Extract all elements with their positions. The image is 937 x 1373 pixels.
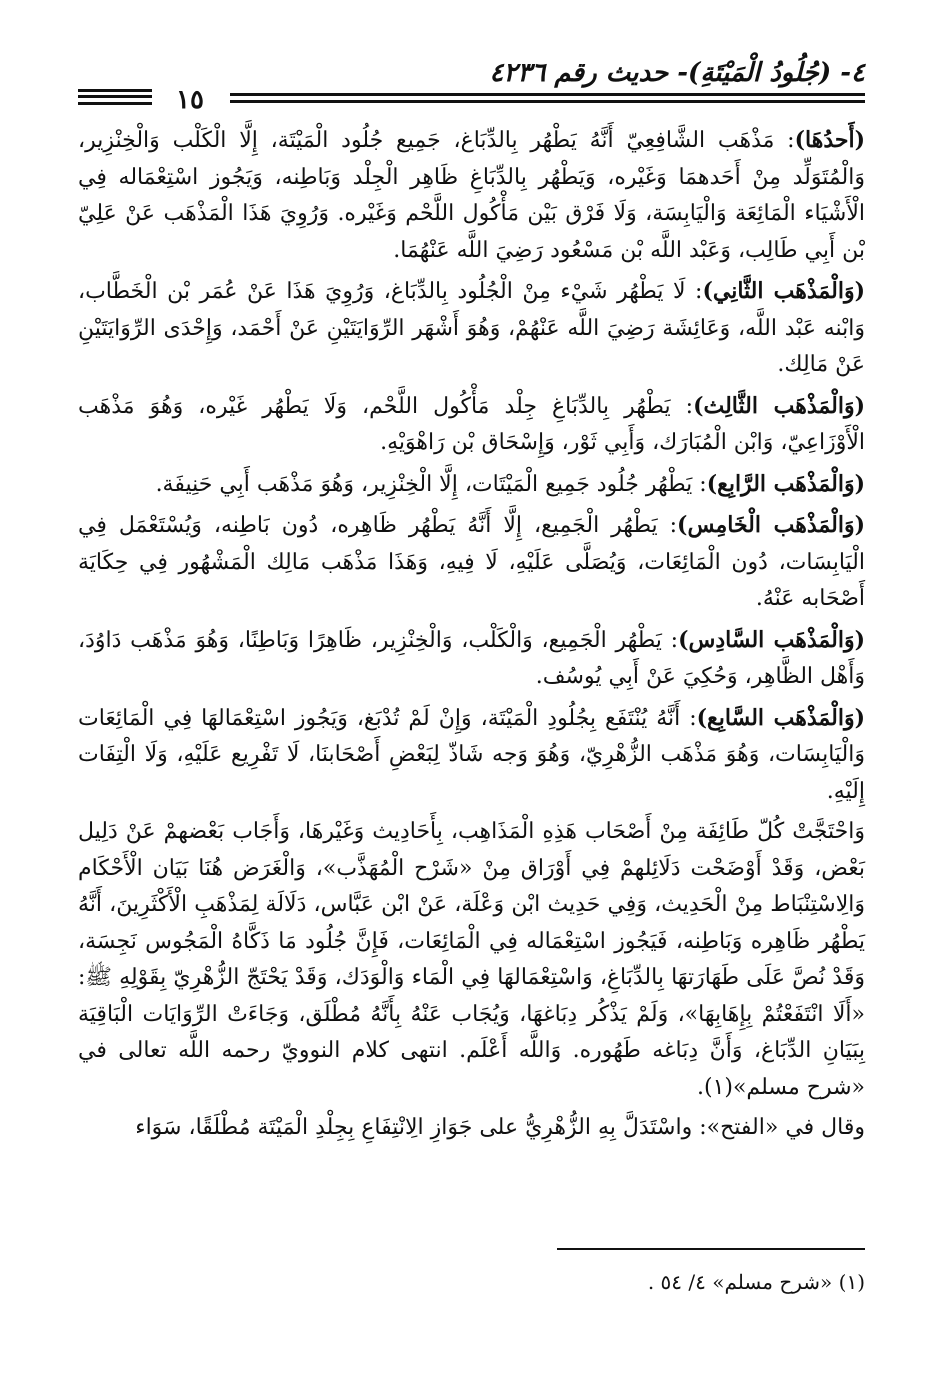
- paragraph: [78, 507, 865, 618]
- paragraph-text: : يَطْهُر جُلُود جَمِيع الْمَيْتَات، إِلَّا الْخِنْزِير، وَهُوَ مَذْهَب أَبِي حَنِيفَة.: [155, 471, 707, 497]
- footnote-divider: [557, 1248, 865, 1250]
- paragraph-text: وقال في «الفتح»: واسْتَدَلَّ بِهِ الزُّهْرِيُّ على جَوَازِ الِانْتِفَاعِ بِجِلْدِ الْمَيْتَة مُطْلَقًا، سَوَاء: [135, 1115, 865, 1140]
- paragraph-label: (وَالْمَذْهَب الثَّانِي): [702, 278, 865, 304]
- paragraph-label: (وَالْمَذْهَب الثَّالِث): [693, 392, 865, 419]
- main-text: [78, 122, 865, 1151]
- paragraph: [78, 814, 865, 1106]
- page-header: [78, 58, 865, 115]
- paragraph: [78, 1110, 865, 1147]
- paragraph: [78, 622, 865, 696]
- paragraph: [78, 700, 865, 811]
- paragraph: [78, 273, 865, 384]
- paragraph-label: (أَحدُهَا): [794, 127, 865, 153]
- paragraph-text: وَاحْتَجَّتْ كُلّ طَائِفَة مِنْ أَصْحَاب هَذِهِ الْمَذَاهِب، بِأَحَادِيث وَغَيْرهَا، وَأَجَاب بَعْضهمْ عَنْ دَلِيل بَعْض، وَقَدْ أَوْضَحْت دَلَائِلهمْ فِي أَوْرَاق مِنْ «شَرْح الْمُهَذَّب»، وَالْغَرَض هُنَا بَيَان الْأَحْكَام وَالِاسْتِنْبَاط مِنْ الْحَدِيث، وَفِي حَدِيث ابْن وَعْلَة، عَنْ ابْن عَبَّاس، دَلَالَة لِمَذْهَبِ الْأَكْثَرِينَ، أَنَّهُ يَطْهُر ظَاهِره وَبَاطِنه، فَيَجُوز اسْتِعْمَاله فِي الْمَائِعَات، فَإِنَّ جُلُود مَا ذَكَّاهُ الْمَجُوس نَجِسَة، وَقَدْ نُصَّ عَلَى طَهَارَتهَا بِالدِّبَاغِ، وَاسْتِعْمَالهَا فِي الْمَاء وَالْوَدَك، وَقَدْ يَحْتَجّ الزُّهْرِيّ بِقَوْلِهِ ﷺ: «أَلَا انْتَفَعْتُمْ بِإِهَابِهَا»، وَلَمْ يَذْكُر دِبَاغهَا، وَيُجَاب عَنْهُ بِأَنَّهُ مُطْلَق، وَجَاءَتْ الرِّوَايَات الْبَاقِيَة بِبَيَانِ الدِّبَاغ، وَأَنَّ دِبَاغه طَهُوره. وَاللَّه أَعْلَم. انتهى كلام النوويّ رحمه اللَّه تعالى في «شرح مسلم»(١).: [78, 819, 865, 1100]
- paragraph-text: : أَنَّهُ يُنْتَفَع بِجُلُودِ الْمَيْتَة، وَإِنْ لَمْ تُدْبَغ، وَيَجُوز اسْتِعْمَالهَا فِي الْمَائِعَات وَالْيَابِسَات، وَهُوَ مَذْهَب الزُّهْرِيّ، وَهُوَ وَجه شَاذّ لِبَعْضِ أَصْحَابنَا، لَا تَفْرِيع عَلَيْهِ، وَلَا الْتِفَات إِلَيْهِ.: [78, 705, 865, 804]
- header-rule-left: [78, 89, 152, 105]
- paragraph-text: : يَطْهُر بِالدِّبَاغِ جِلْد مَأْكُول اللَّحْم، وَلَا يَطْهُر غَيْره، وَهُوَ مَذْهَب الْأَوْزَاعِيّ، وَابْن الْمُبَارَك، وَأَبِي ثَوْر، وَإِسْحَاق بْن رَاهْوَيْهِ.: [78, 393, 865, 455]
- paragraph: [78, 466, 865, 504]
- header-rule-right: [230, 93, 865, 103]
- paragraph-label: (وَالْمَذْهَب الرَّابِع): [706, 470, 865, 497]
- footnote: (١) «شرح مسلم» ٤/ ٥٤ .: [647, 1270, 865, 1294]
- running-title: ٤- (جُلُودُ الْمَيْتَةِ)- حديث رقم ٤٢٣٦: [489, 58, 865, 88]
- paragraph-text: : يَطْهُر الْجَمِيع، وَالْكَلْب، وَالْخِنْزِير، ظَاهِرًا وَبَاطِنًا، وَهُوَ مَذْهَب دَاوُدَ، وَأَهْل الظَّاهِر، وَحُكِيَ عَنْ أَبِي يُوسُف.: [78, 627, 865, 689]
- paragraph: [78, 388, 865, 462]
- paragraph-text: : لَا يَطْهُر شَيْء مِنْ الْجُلُود بِالدِّبَاغ، وَرُوِيَ هَذَا عَنْ عُمَر بْن الْخَطَّاب، وَابْنه عَبْد اللَّه، وَعَائِشَة رَضِيَ اللَّه عَنْهُمْ، وَهُوَ أَشْهَر الرِّوَايَتَيْنِ عَنْ أَحْمَد، وَإِحْدَى الرِّوَايَتَيْنِ عَنْ مَالِك.: [78, 279, 865, 377]
- paragraph-label: (وَالْمَذْهَب السَّابِع): [696, 704, 865, 731]
- paragraph-label: (وَالْمَذْهَب الْخَامِس): [677, 512, 865, 538]
- paragraph: [78, 122, 865, 269]
- paragraph-text: : مَذْهَب الشَّافِعِيّ أَنَّهُ يَطْهُر بِالدِّبَاغ، جَمِيع جُلُود الْمَيْتَة، إِلَّا الْكَلْب وَالْخِنْزِير، وَالْمُتَوَلِّد مِنْ أَحَدهمَا وَغَيْره، وَيَطْهُر بِالدِّبَاغِ ظَاهِر الْجِلْد وَبَاطِنه، وَيَجُوز اسْتِعْمَاله فِي الْأَشْيَاء الْمَائِعَة وَالْيَابِسَة، وَلَا فَرْق بَيْن مَأْكُول اللَّحْم وَغَيْره. وَرُوِيَ هَذَا الْمَذْهَب عَنْ عَلِيّ بْن أَبِي طَالِب، وَعَبْد اللَّه بْن مَسْعُود رَضِيَ اللَّه عَنْهُمَا.: [78, 128, 865, 263]
- page-number: ١٥: [176, 85, 204, 115]
- paragraph-text: : يَطْهُر الْجَمِيع، إِلَّا أَنَّهُ يَطْهُر ظَاهِره، دُون بَاطِنه، وَيُسْتَعْمَل فِي الْيَابِسَات، دُون الْمَائِعَات، وَيُصَلَّى عَلَيْهِ، لَا فِيهِ، وَهَذَا مَذْهَب مَالِك الْمَشْهُور فِي حِكَايَة أَصْحَابه عَنْهُ.: [78, 513, 865, 611]
- paragraph-label: (وَالْمَذْهَب السَّادِس): [678, 626, 865, 653]
